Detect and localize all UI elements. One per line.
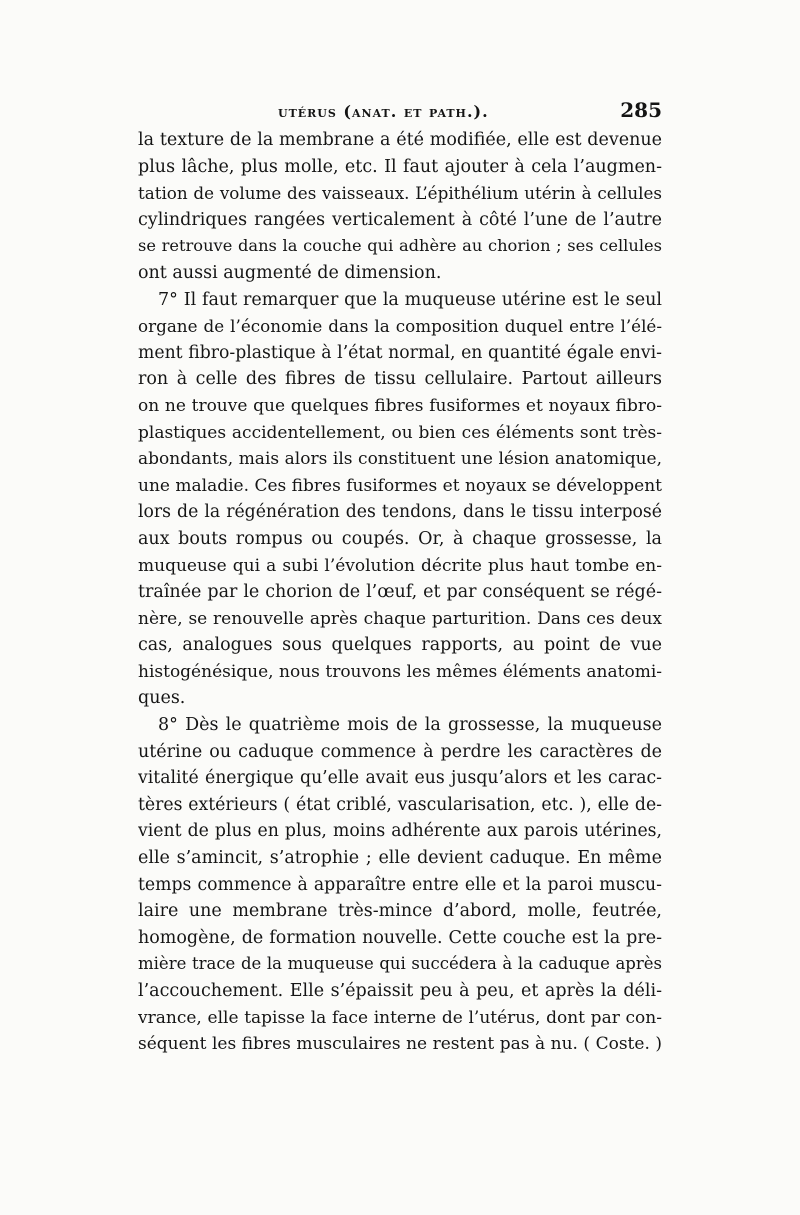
text-line: vrance, elle tapisse la face interne de l’utérus, dont par con-	[138, 1007, 662, 1028]
text-line: muqueuse qui a subi l’évolution décrite plus haut tombe en-	[138, 555, 662, 576]
text-line: tation de volume des vaisseaux. L’épithélium utérin à cellules	[138, 183, 662, 204]
text-line: homogène, de formation nouvelle. Cette couche est la pre-	[138, 927, 662, 948]
text-line: utérine ou caduque commence à perdre les caractères de	[138, 741, 662, 762]
text-line: temps commence à apparaître entre elle et la paroi muscu-	[138, 874, 662, 895]
text-line: elle s’amincit, s’atrophie ; elle devient caduque. En même	[138, 848, 662, 869]
text-line: traînée par le chorion de l’œuf, et par conséquent se régé-	[138, 582, 662, 603]
running-title: utérus (anat. et path.).	[278, 102, 489, 121]
page-header	[138, 98, 662, 130]
text-line: ques.	[138, 688, 186, 709]
text-line: ron à celle des fibres de tissu cellulaire. Partout ailleurs	[138, 369, 662, 390]
text-line: plastiques accidentellement, ou bien ces éléments sont très-	[138, 422, 662, 443]
text-line: séquent les fibres musculaires ne restent pas à nu. ( Coste. )	[138, 1034, 662, 1055]
text-line: lors de la régénération des tendons, dans le tissu interposé	[138, 502, 662, 523]
text-line: une maladie. Ces fibres fusiformes et noyaux se développent	[138, 475, 662, 496]
body-text	[138, 127, 662, 1058]
text-line: l’accouchement. Elle s’épaissit peu à peu, et après la déli-	[138, 981, 662, 1001]
page-number: 285	[620, 98, 662, 122]
text-line: 7° Il faut remarquer que la muqueuse utérine est le seul	[158, 289, 662, 310]
text-line: la texture de la membrane a été modifiée, elle est devenue	[138, 130, 662, 150]
text-line: cylindriques rangées verticalement à côté l’une de l’autre	[138, 209, 662, 230]
text-line: cas, analogues sous quelques rapports, au point de vue	[138, 635, 662, 656]
text-line: 8° Dès le quatrième mois de la grossesse, la muqueuse	[158, 715, 662, 736]
text-line: histogénésique, nous trouvons les mêmes éléments anatomi-	[138, 661, 662, 682]
text-line: abondants, mais alors ils constituent une lésion anatomique,	[138, 449, 662, 470]
text-line: vient de plus en plus, moins adhérente aux parois utérines,	[138, 821, 662, 842]
text-line: ment fibro-plastique à l’état normal, en quantité égale envi-	[138, 342, 662, 363]
text-line: vitalité énergique qu’elle avait eus jusqu’alors et les carac-	[138, 768, 662, 789]
text-line: ont aussi augmenté de dimension.	[138, 262, 442, 283]
text-line: plus lâche, plus molle, etc. Il faut ajouter à cela l’augmen-	[138, 156, 662, 177]
text-line: se retrouve dans la couche qui adhère au chorion ; ses cellules	[138, 236, 662, 256]
text-line: on ne trouve que quelques fibres fusiformes et noyaux fibro-	[138, 395, 662, 416]
text-line: aux bouts rompus ou coupés. Or, à chaque grossesse, la	[138, 528, 662, 549]
text-line: laire une membrane très-mince d’abord, molle, feutrée,	[138, 901, 662, 922]
text-line: organe de l’économie dans la composition duquel entre l’élé-	[138, 316, 662, 337]
text-line: tères extérieurs ( état criblé, vascularisation, etc. ), elle de-	[138, 794, 662, 815]
text-line: mière trace de la muqueuse qui succédera à la caduque après	[138, 954, 662, 974]
text-line: nère, se renouvelle après chaque parturition. Dans ces deux	[138, 608, 662, 629]
